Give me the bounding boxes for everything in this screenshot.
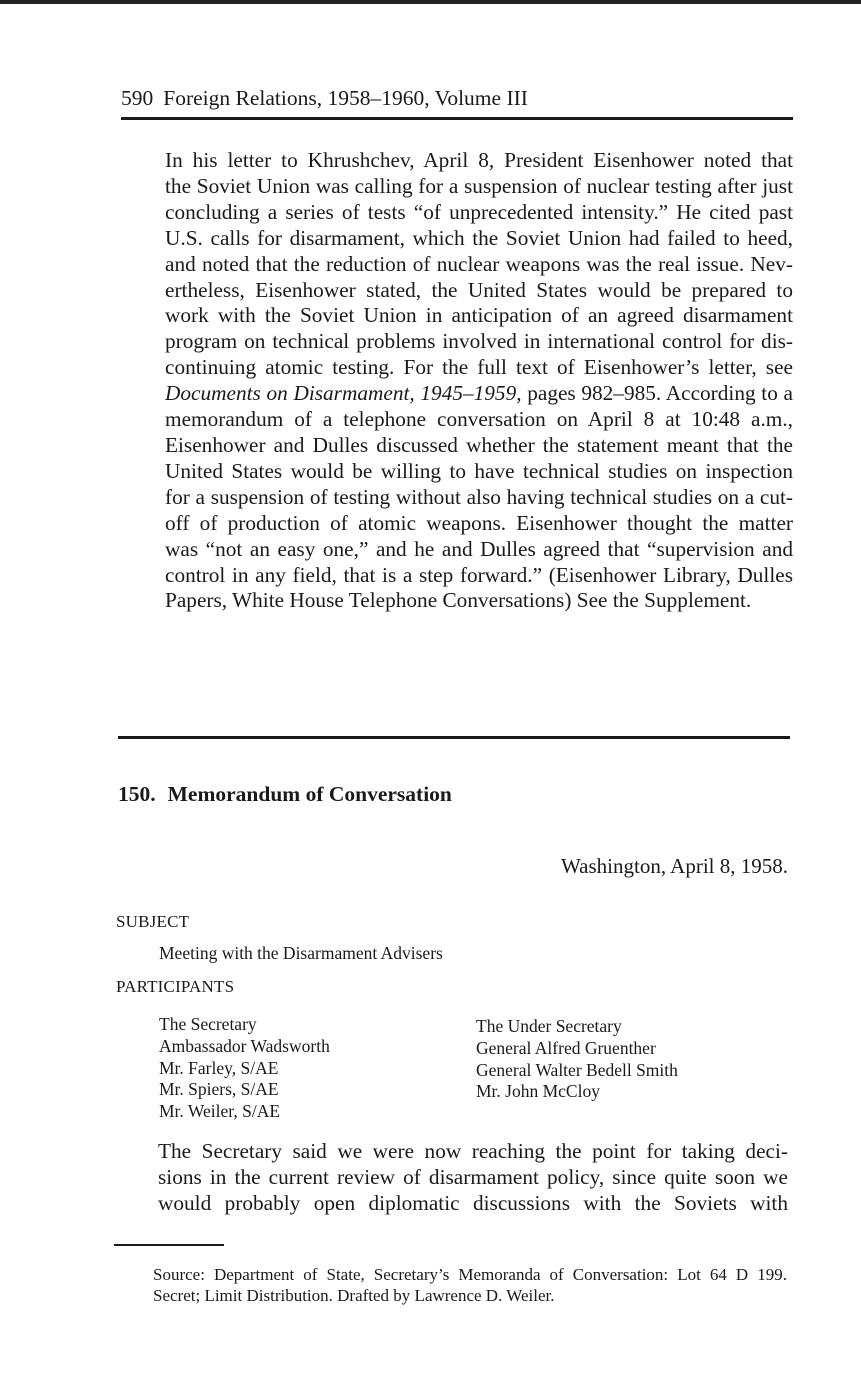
editorial-note	[121, 148, 793, 614]
note-line: ertheless, Eisenhower stated, the United States would be prepared to	[165, 277, 793, 302]
running-head	[121, 84, 793, 112]
note-line: control in any field, that is a step forward.” (Eisenhower Library, Dulles	[165, 562, 793, 587]
body-line: The Secretary said we were now reaching the point for taking deci-	[158, 1139, 788, 1163]
cited-title: Documents on Disarmament, 1945–1959	[165, 381, 517, 406]
participant: Mr. Spiers, S/AE	[159, 1079, 279, 1100]
participant: General Walter Bedell Smith	[476, 1059, 678, 1080]
participant: Mr. Farley, S/AE	[159, 1057, 279, 1078]
note-line: Papers, White House Telephone Conversations) See the Supplement.	[165, 588, 752, 613]
note-line: Eisenhower and Dulles discussed whether the statement meant that the	[165, 432, 793, 457]
footnote-line: Secret; Limit Distribution. Drafted by Lawrence D. Weiler.	[153, 1286, 555, 1305]
header-rule	[121, 117, 793, 120]
participant: Mr. Weiler, S/AE	[159, 1101, 281, 1122]
note-line: and noted that the reduction of nuclear weapons was the real issue. Nev-	[165, 251, 793, 276]
participants-left-column	[159, 1014, 330, 1123]
subject-text: Meeting with the Disarmament Advisers	[159, 943, 443, 963]
note-line: was “not an easy one,” and he and Dulles agreed that “supervision and	[165, 536, 793, 561]
citation-pages: , pages 982–985. According to a	[516, 381, 793, 406]
footnote-rule	[114, 1244, 224, 1246]
document-title: Memorandum of Conversation	[167, 782, 452, 806]
note-line: U.S. calls for disarmament, which the Soviet Union had failed to heed,	[165, 225, 793, 250]
note-line: memorandum of a telephone conversation on April 8 at 10:48 a.m.,	[165, 407, 793, 432]
document-number: 150.	[118, 782, 156, 806]
participant: The Under Secretary	[476, 1016, 622, 1036]
participant: Ambassador Wadsworth	[159, 1035, 330, 1056]
volume-title: Foreign Relations, 1958–1960, Volume III	[163, 86, 528, 110]
document-heading	[118, 780, 452, 808]
page-top-edge	[0, 0, 861, 4]
footnote-line: Source: Department of State, Secretary’s Memoranda of Conversation: Lot 64 D 199.	[153, 1265, 787, 1284]
page-number: 590	[121, 86, 154, 110]
note-line: work with the Soviet Union in anticipation of an agreed disarmament	[165, 303, 793, 328]
note-line: In his letter to Khrushchev, April 8, President Eisenhower noted that	[165, 148, 793, 172]
participant: Mr. John McCloy	[476, 1081, 600, 1102]
dateline: Washington, April 8, 1958.	[561, 854, 788, 878]
body-line: sions in the current review of disarmament policy, since quite soon we	[158, 1165, 788, 1189]
memorandum-body	[114, 1138, 788, 1216]
note-line-citation	[121, 381, 793, 407]
note-line: the Soviet Union was calling for a suspension of nuclear testing after just	[165, 173, 793, 198]
participants-right-column	[476, 1016, 678, 1103]
note-line: United States would be willing to have technical studies on inspection	[165, 458, 793, 483]
body-line: would probably open diplomatic discussions with the Soviets with	[158, 1191, 788, 1215]
source-footnote	[111, 1264, 787, 1306]
note-line: program on technical problems involved in international control for dis-	[165, 329, 793, 354]
note-line: for a suspension of testing without also having technical studies on a cut-	[165, 484, 793, 509]
section-divider	[118, 736, 790, 739]
participants-label: PARTICIPANTS	[116, 977, 235, 996]
note-line: continuing atomic testing. For the full text of Eisenhower’s letter, see	[165, 355, 793, 380]
note-line: off of production of atomic weapons. Eisenhower thought the matter	[165, 510, 793, 535]
participant: The Secretary	[159, 1014, 257, 1034]
participant: General Alfred Gruenther	[476, 1037, 656, 1058]
note-line: concluding a series of tests “of unprecedented intensity.” He cited past	[165, 199, 793, 224]
subject-label: SUBJECT	[116, 912, 190, 931]
